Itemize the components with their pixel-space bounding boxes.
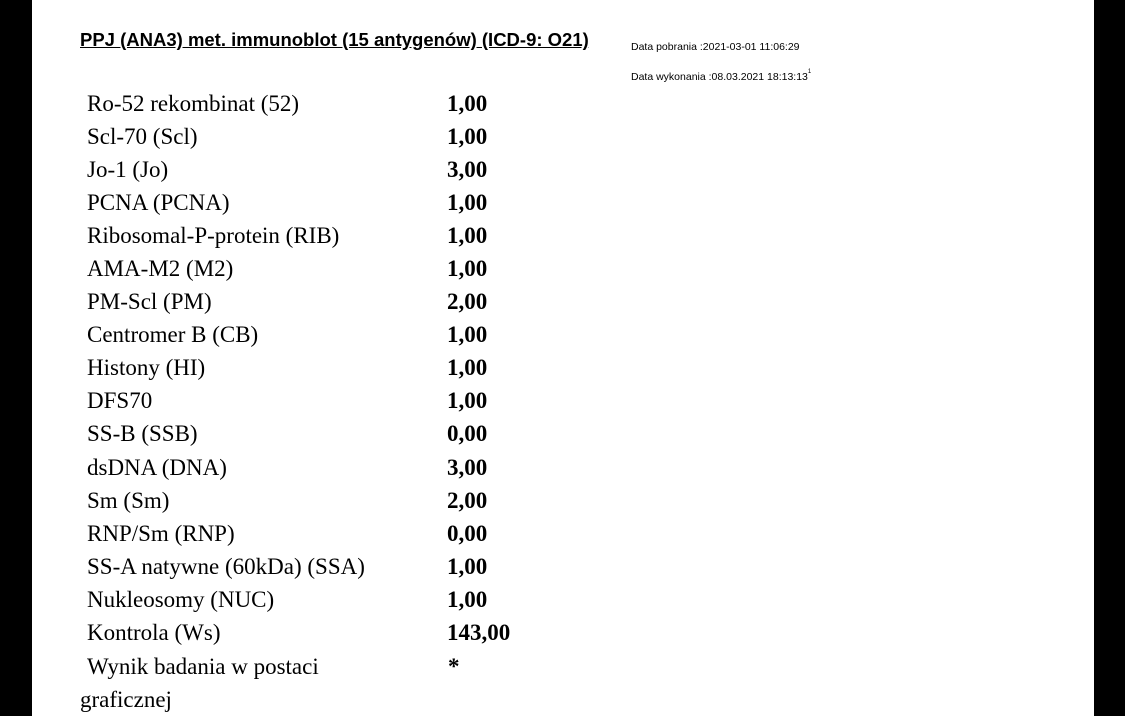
result-name: PM-Scl (PM)	[87, 289, 212, 315]
result-name: Histony (HI)	[87, 355, 206, 381]
result-name: Kontrola (Ws)	[87, 620, 221, 646]
result-row	[87, 120, 510, 153]
execution-date-text: Data wykonania :08.03.2021 18:13:13	[631, 71, 808, 83]
result-name: Jo-1 (Jo)	[87, 156, 169, 182]
result-row	[87, 153, 510, 186]
result-name: AMA-M2 (M2)	[87, 256, 234, 282]
result-name: DFS70	[87, 388, 153, 414]
result-value: 1,00	[447, 189, 488, 215]
result-value: 0,00	[447, 421, 488, 447]
result-value: 1,00	[447, 553, 488, 579]
result-row	[87, 583, 510, 616]
graphic-result-label: Wynik badania w postaci graficznej	[80, 654, 319, 712]
result-value: 2,00	[447, 487, 488, 513]
result-name: SS-A natywne (60kDa) (SSA)	[87, 553, 365, 579]
graphic-result-value: *	[448, 654, 460, 679]
result-row	[87, 252, 510, 285]
results-table	[87, 87, 510, 650]
result-row	[87, 87, 510, 120]
result-value: 1,00	[447, 256, 488, 282]
result-row	[87, 418, 510, 451]
result-row	[87, 484, 510, 517]
collection-date-text: Data pobrania :2021-03-01 11:06:29	[631, 41, 800, 53]
result-value: 1,00	[447, 222, 488, 248]
collection-date	[631, 41, 800, 53]
result-name: Nukleosomy (NUC)	[87, 586, 275, 612]
result-value: 1,00	[447, 322, 488, 348]
result-row	[87, 451, 510, 484]
result-value: 0,00	[447, 520, 488, 546]
result-row	[87, 186, 510, 219]
result-value: 1,00	[447, 123, 488, 149]
result-value: 3,00	[447, 454, 488, 480]
result-name: Scl-70 (Scl)	[87, 123, 198, 149]
result-row	[87, 385, 510, 418]
result-value: 3,00	[447, 156, 488, 182]
result-name: Sm (Sm)	[87, 487, 170, 513]
document-page	[32, 0, 1094, 716]
result-name: PCNA (PCNA)	[87, 189, 230, 215]
result-row	[87, 286, 510, 319]
result-row	[87, 219, 510, 252]
result-name: Ribosomal-P-protein (RIB)	[87, 222, 340, 248]
result-value: 1,00	[447, 586, 488, 612]
result-row	[87, 617, 510, 650]
result-row	[87, 517, 510, 550]
result-name: Ro-52 rekombinat (52)	[87, 90, 300, 116]
result-value: 1,00	[447, 90, 488, 116]
execution-date-mark: 1	[807, 69, 812, 75]
result-name: RNP/Sm (RNP)	[87, 520, 235, 546]
result-row	[87, 319, 510, 352]
result-name: SS-B (SSB)	[87, 421, 198, 447]
result-value: 1,00	[447, 355, 488, 381]
execution-date	[631, 71, 811, 83]
test-title: PPJ (ANA3) met. immunoblot (15 antygenów) (ICD-9: O21)	[80, 29, 589, 50]
result-value: 143,00	[447, 620, 511, 646]
result-value: 1,00	[447, 388, 488, 414]
result-row	[87, 550, 510, 583]
result-value: 2,00	[447, 289, 488, 315]
result-name: dsDNA (DNA)	[87, 454, 227, 480]
result-row	[87, 352, 510, 385]
result-name: Centromer B (CB)	[87, 322, 259, 348]
